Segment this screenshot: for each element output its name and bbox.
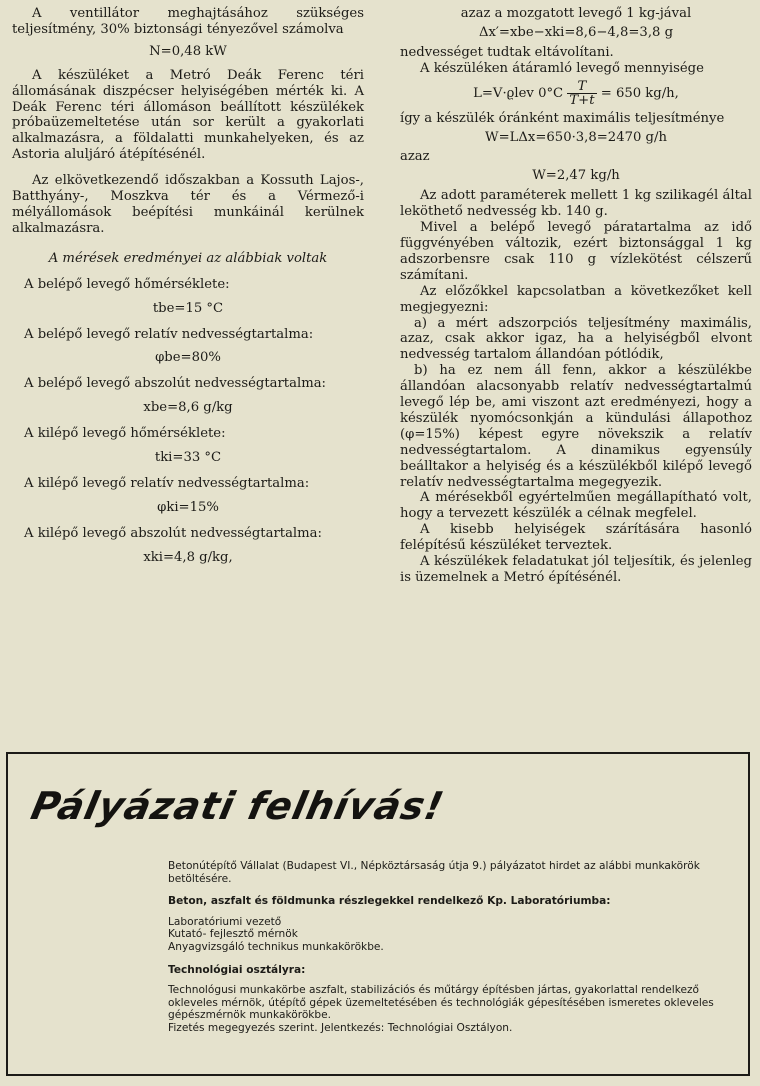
ad-lab-item: Laboratóriumi vezető (168, 915, 282, 928)
list-item: a) a mért adszorpciós teljesítmény maximális, azaz, csak akkor igaz, ha a helyiségből elvont nedvesség tartalom állandóan pótlódik, (400, 315, 752, 363)
paragraph: A készüléket a Metró Deák Ferenc téri állomásának diszpécser helyiségében mérték ki. A Deák Ferenc téri állomáson beállított készülékek próbaüzemeltetése után sor került a gyakorlati alkalmazásra, a földalatti munkahelyeken, és az Astoria aluljáró átépítésénél. (12, 67, 364, 163)
paragraph: Az elkövetkezendő időszakban a Kossuth Lajos-, Batthyány-, Moszkva tér és a Vérmező-i mélyállomások beépítési munkáinál kerülnek alkalmazásra. (12, 173, 364, 236)
measurement-value: xbe=8,6 g/kg (143, 400, 233, 416)
measurement-value: xki=4,8 g/kg, (143, 549, 233, 565)
equation-delta-x: Δx′=xbe−xki=8,6−4,8=3,8 g (478, 24, 674, 40)
job-advertisement (6, 752, 750, 1076)
paragraph: Az előzőkkel kapcsolatban a következőket kell megjegyezni: (400, 283, 752, 315)
equation-power: N=0,48 kW (149, 43, 227, 59)
equation-air-flow (400, 80, 752, 107)
ad-intro: Betonútépítő Vállalat (Budapest VI., Népköztársaság útja 9.) pályázatot hirdet az alábbi munkakörök betöltésére. (168, 860, 700, 885)
paragraph: Mivel a belépő levegő páratartalma az idő függvényében változik, ezért biztonsággal 1 kg adszorbensre csak 110 g vízlekötést célszerű számítani. (400, 220, 752, 283)
measurement-label: A kilépő levegő hőmérséklete: (24, 426, 226, 442)
paragraph: A készüléken átáramló levegő mennyisége (420, 60, 704, 76)
ad-body (168, 860, 728, 1035)
paragraph: nedvességet tudtak eltávolítani. (400, 44, 614, 60)
paragraph: így a készülék óránként maximális teljesítménye (400, 110, 725, 126)
paragraph: A ventillátor meghajtásához szükséges teljesítmény, 30% biztonsági tényezővel számolva (12, 6, 364, 37)
ad-title: Pályázati felhívás! (27, 784, 449, 828)
section-title: A mérések eredményei az alábbiak voltak (48, 250, 328, 266)
ad-lab-heading: Beton, aszfalt és földmunka részlegekkel rendelkező Kp. Laboratóriumba: (168, 895, 611, 908)
equation-capacity: W=LΔx=650·3,8=2470 g/h (485, 129, 667, 145)
paragraph: A készülékek feladatukat jól teljesítik, és jelenleg is üzemelnek a Metró építésénél. (400, 554, 752, 585)
measurement-value: φki=15% (157, 499, 219, 515)
list-item: b) ha ez nem áll fenn, akkor a készülékbe állandóan alacsonyabb relatív nedvességtartalmú levegő lép be, ami viszont azt eredményezi, hogy a készülék nyomócsonkján a kündulási állapothoz (φ=15%) képest egyre növekszik a relatív nedvességtartalom. A dinamikus egyensúly beálltakor a helyiség és a készülékből kilépő levegő relatív nedvességtartalma megegyezik. (400, 363, 752, 490)
paragraph: azaz a mozgatott levegő 1 kg-jával (460, 6, 692, 21)
ad-closing: Fizetés megegyezés szerint. Jelentkezés: Technológiai Osztályon. (168, 1021, 513, 1034)
ad-tech-heading: Technológiai osztályra: (168, 963, 306, 976)
measurement-label: A belépő levegő hőmérséklete: (24, 276, 230, 292)
left-column (12, 6, 364, 576)
measurement-value: φbe=80% (155, 350, 221, 366)
fraction-numerator: T (567, 80, 596, 94)
fraction-denominator: T+t (569, 92, 595, 108)
measurement-value: tbe=15 °C (152, 300, 224, 316)
paragraph: A kisebb helyiségek szárítására hasonló felépítésű készüléket terveztek. (400, 522, 752, 554)
measurement-value: tki=33 °C (154, 450, 222, 466)
ad-lab-item: Kutató- fejlesztő mérnök (168, 928, 298, 941)
measurement-label: A kilépő levegő relatív nedvességtartalma: (24, 475, 310, 491)
equation-left: L=V·ϱlev 0°C (473, 85, 564, 101)
right-column (400, 6, 752, 586)
fraction (567, 80, 596, 107)
paragraph: Az adott paraméterek mellett 1 kg szilikagél által leköthető nedvesség kb. 140 g. (400, 188, 752, 220)
ad-lab-item: Anyagvizsgáló technikus munkakörökbe. (168, 940, 384, 953)
measurement-label: A belépő levegő abszolút nedvességtartalma: (24, 376, 326, 392)
paragraph: A mérésekből egyértelműen megállapítható volt, hogy a tervezett készülék a célnak megfelel. (400, 490, 752, 522)
ad-tech-text: Technológusi munkakörbe aszfalt, stabilizációs és műtárgy építésben jártas, gyakorlattal rendelkező okleveles mérnök, útépítő gépek üzemeltetésében és technológiák gépesítésében ismeretes okleveles gépészmérnök munkakörökbe. (168, 984, 714, 1022)
measurement-label: A belépő levegő relatív nedvességtartalma: (24, 326, 314, 342)
paragraph: azaz (400, 149, 430, 165)
equation-right: = 650 kg/h, (600, 85, 679, 101)
equation-capacity-kg: W=2,47 kg/h (532, 168, 620, 184)
measurement-label: A kilépő levegő abszolút nedvességtartalma: (24, 525, 322, 541)
